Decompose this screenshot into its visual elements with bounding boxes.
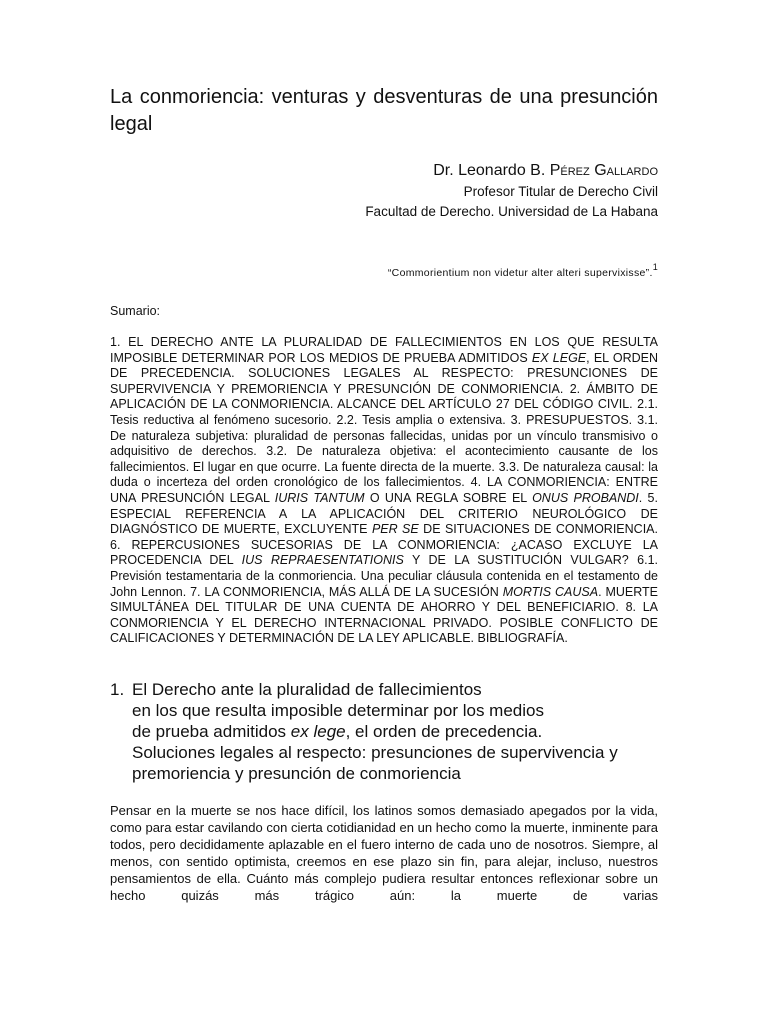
author-surname-rest-1: érez xyxy=(560,162,590,179)
document-title: La conmoriencia: venturas y desventuras de una presunción legal xyxy=(110,86,658,135)
author-surname-initial-2: G xyxy=(589,162,607,179)
author-surname-initial-1: P xyxy=(549,162,561,179)
author-block xyxy=(110,160,658,222)
author-surname-rest-2: allardo xyxy=(606,162,658,179)
section-heading-line: El Derecho ante la pluralidad de fallecimientos xyxy=(132,679,482,699)
sumario-segment: 1. EL DERECHO ANTE LA PLURALIDAD DE FALLECIMIENTOS EN LOS QUE RESULTA IMPOSIBLE DETERMINAR POR LOS MEDIOS DE PRUEBA ADMITIDOS xyxy=(110,335,658,365)
sumario-segment: DE SITUACIONES DE CONMORIENCIA. 6. REPERCUSIONES SUCESORIAS DE LA CONMORIENCIA: ¿ACASO EXCLUYE LA PROCEDENCIA DEL xyxy=(110,522,658,568)
sumario-segment: . 5. ESPECIAL REFERENCIA A LA APLICACIÓN DEL CRITERIO NEUROLÓGICO DE DIAGNÓSTICO DE MUERTE, EXCLUYENTE xyxy=(110,490,658,537)
sumario-italic: MORTIS CAUSA xyxy=(502,584,599,599)
sumario-italic: ONUS PROBANDI xyxy=(532,490,639,505)
author-name xyxy=(110,160,658,182)
sumario-segment: . MUERTE SIMULTÁNEA DEL TITULAR DE UNA CUENTA DE AHORRO Y DEL BENEFICIARIO. 8. LA CONMORIENCIA Y EL DERECHO INTERNACIONAL PRIVADO. POSIBLE CONFLICTO DE CALIFICACIONES Y DETERMINACIÓN DE LA LEY APLICABLE. BIBLIOGRAFÍA. xyxy=(110,584,658,646)
section-heading-line: premoriencia y presunción de conmoriencia xyxy=(132,763,461,783)
sumario-segment: O UNA REGLA SOBRE EL xyxy=(364,490,533,505)
heading-segment: de prueba admitidos xyxy=(132,721,291,741)
section-heading-line: en los que resulta imposible determinar por los medios xyxy=(132,700,544,720)
sumario-segment: , EL ORDEN DE PRECEDENCIA. SOLUCIONES LEGALES AL RESPECTO: PRESUNCIONES DE SUPERVIVENCIA Y PREMORIENCIA Y PRESUNCIÓN DE CONMORIENCIA. 2. ÁMBITO DE APLICACIÓN DE LA CONMORIENCIA. ALCANCE DEL ARTÍCULO 27 DEL CÓDIGO CIVIL. 2.1. Tesis reductiva al fenómeno sucesorio. 2.2. Tesis amplia o extensiva. 3. PRESUPUESTOS. 3.1. De naturaleza subjetiva: pluralidad de personas fallecidas, unidas por un vínculo transmisivo o adquisitivo de derechos. 3.2. De naturaleza objetiva: el acontecimiento causante de los fallecimientos. El lugar en que ocurre. La fuente directa de la muerte. 3.3. De naturaleza causal: la duda o incerteza del orden cronológico de los fallecimientos. 4. LA CONMORIENCIA: ENTRE UNA PRESUNCIÓN LEGAL xyxy=(110,350,658,505)
document-content xyxy=(110,84,658,917)
sumario-italic: IURIS TANTUM xyxy=(274,490,365,505)
sumario-label: Sumario: xyxy=(110,304,161,318)
section-heading xyxy=(110,679,658,784)
epigraph xyxy=(110,259,658,281)
footnote-marker[interactable]: 1 xyxy=(652,262,658,272)
sumario-text xyxy=(110,335,658,647)
author-position: Profesor Titular de Derecho Civil xyxy=(463,184,658,199)
section-heading-line: Soluciones legales al respecto: presunciones de supervivencia y xyxy=(132,742,618,762)
body-paragraph: Pensar en la muerte se nos hace difícil, los latinos somos demasiado apegados por la vida, como para estar cavilando con cierta cotidianidad en un hecho como la muerte, inminente para todos, pero decididamente aplazable en el fuero interno de cada uno de nosotros. Siempre, al menos, con sentido optimista, creemos en ese plazo sin fin, para alejar, incluso, nuestros pensamientos de ella. Cuánto más complejo pudiera resultar entonces reflexionar sobre un hecho quizás más trágico aún: la muerte de varias xyxy=(110,802,658,903)
sumario-italic: EX LEGE xyxy=(531,350,587,365)
section-heading-line xyxy=(132,721,658,742)
heading-segment: , el orden de precedencia. xyxy=(345,721,543,741)
author-prefix: Dr. Leonardo B. xyxy=(433,162,550,179)
author-institution: Facultad de Derecho. Universidad de La Habana xyxy=(365,204,658,219)
sumario-italic: IUS REPRAESENTATIONIS xyxy=(241,553,404,568)
heading-italic: ex lege xyxy=(290,721,346,741)
sumario-italic: PER SE xyxy=(371,522,419,537)
section-number: 1. xyxy=(110,679,125,699)
epigraph-text: “Commorientium non videtur alter alteri supervixisse”. xyxy=(387,267,653,279)
sumario-segment: Y DE LA SUSTITUCIÓN VULGAR? 6.1. Previsión testamentaria de la conmoriencia. Una peculiar cláusula contenida en el testamento de John Lennon. 7. LA CONMORIENCIA, MÁS ALLÁ DE LA SUCESIÓN xyxy=(110,553,658,599)
